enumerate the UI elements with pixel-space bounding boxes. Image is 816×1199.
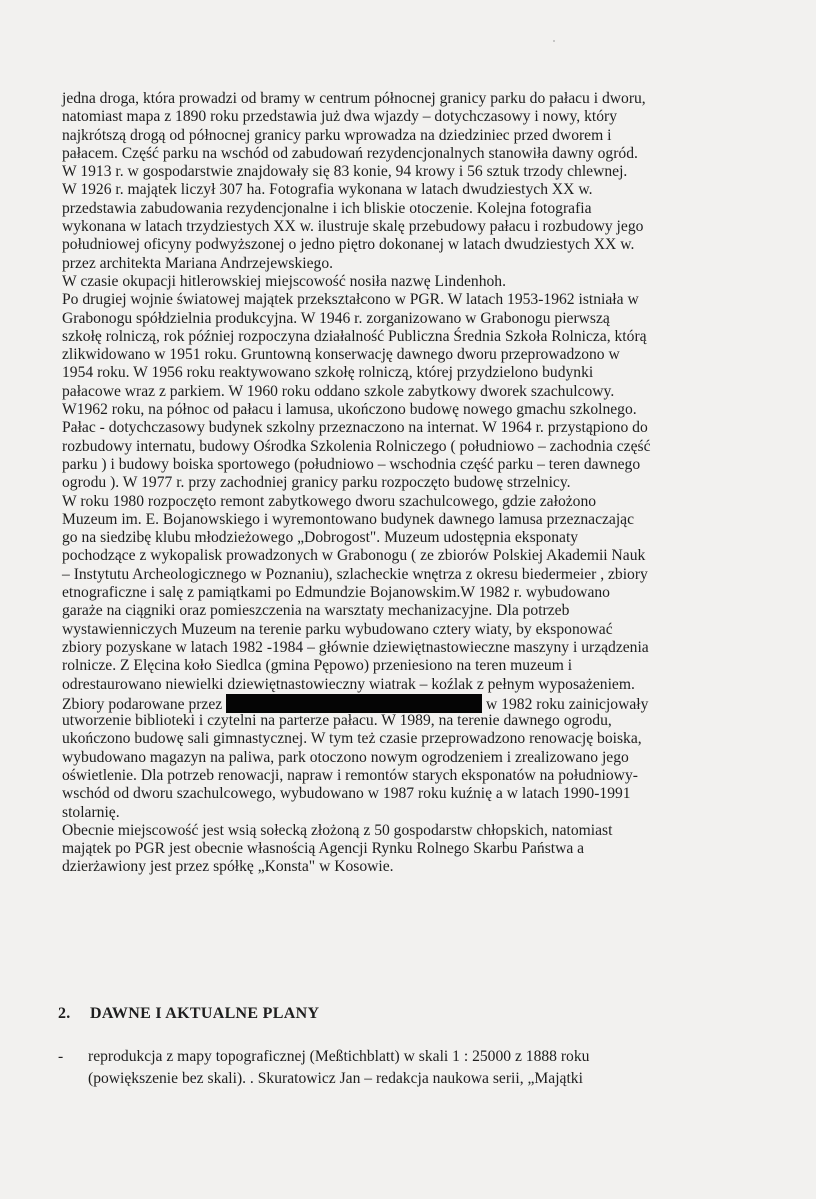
text-line: ogrodu ). W 1977 r. przy zachodniej granicy parku rozpoczęto budowę strzelnicy. bbox=[62, 474, 571, 492]
text-line: pochodzące z wykopalisk prowadzonych w Grabonogu ( ze zbiorów Polskiej Akademii Nauk bbox=[62, 547, 646, 565]
text-line: parku ) i budowy boiska sportowego (południowo – wschodnia część parku – teren dawnego bbox=[62, 455, 641, 473]
text-line: etnograficzne i salę z pamiątkami po Edmundzie Bojanowskim.W 1982 r. wybudowano bbox=[62, 584, 610, 602]
text-line: stolarnię. bbox=[62, 803, 120, 821]
text-after-redaction: w 1982 roku zainicjowały bbox=[486, 695, 649, 713]
section-heading bbox=[58, 1005, 319, 1023]
paper-speck bbox=[553, 40, 555, 42]
text-line: Pałac - dotychczasowy budynek szkolny przeznaczono na internat. W 1964 r. przystąpiono do bbox=[62, 419, 648, 437]
text-line: rozbudowy internatu, budowy Ośrodka Szkolenia Rolniczego ( południowo – zachodnia część bbox=[62, 437, 651, 455]
list-item-line: (powiększenie bez skali). . Skuratowicz Jan – redakcja naukowa serii, „Majątki bbox=[88, 1070, 583, 1087]
text-line: przedstawia zabudowania rezydencjonalne i ich bliskie otoczenie. Kolejna fotografia bbox=[62, 199, 592, 217]
text-line: W roku 1980 rozpoczęto remont zabytkowego dworu szachulcowego, gdzie założono bbox=[62, 492, 597, 510]
text-line: natomiast mapa z 1890 roku przedstawia już dwa wjazdy – dotychczasowy i nowy, który bbox=[62, 108, 618, 126]
text-line: szkołę rolniczą, rok później rozpoczyna działalność Publiczna Średnia Szkoła Rolnicza, którą bbox=[62, 327, 647, 345]
text-line: 1954 roku. W 1956 roku reaktywowano szkołę rolniczą, której przydzielono budynki bbox=[62, 364, 594, 382]
text-line: W 1926 r. majątek liczył 307 ha. Fotografia wykonana w latach dwudziestych XX w. bbox=[62, 181, 593, 199]
text-line: utworzenie biblioteki i czytelni na parterze pałacu. W 1989, na terenie dawnego ogrodu, bbox=[62, 712, 612, 730]
list-item-line: reprodukcja z mapy topograficznej (Meßtichblatt) w skali 1 : 25000 z 1888 roku bbox=[88, 1048, 590, 1065]
text-line: pałacowe wraz z parkiem. W 1960 roku oddano szkole zabytkowy dworek szachulcowy. bbox=[62, 382, 615, 400]
text-line: wykonana w latach trzydziestych XX w. ilustruje skalę przebudowy pałacu i rozbudowy jego bbox=[62, 218, 644, 236]
text-line: najkrótszą drogą od północnej granicy parku wprowadza na dziedziniec przed dworem i bbox=[62, 126, 612, 144]
text-line: majątek po PGR jest obecnie własnością Agencji Rynku Rolnego Skarbu Państwa a bbox=[62, 840, 585, 858]
text-line: oświetlenie. Dla potrzeb renowacji, napraw i remontów starych eksponatów na południowy- bbox=[62, 766, 638, 784]
text-line: Grabonogu spółdzielnia produkcyjna. W 1946 r. zorganizowano w Grabonogu pierwszą bbox=[62, 309, 610, 327]
text-line: rolnicze. Z Elęcina koło Siedlca (gmina Pępowo) przeniesiono na teren muzeum i bbox=[62, 657, 573, 675]
text-line: Po drugiej wojnie światowej majątek przekształcono w PGR. W latach 1953-1962 istniała w bbox=[62, 291, 639, 309]
body-paragraphs bbox=[62, 90, 762, 877]
text-line: ukończono budowę sali gimnastycznej. W tym też czasie przeprowadzono renowację boiska, bbox=[62, 730, 642, 748]
text-line: wybudowano magazyn na paliwa, park otoczono nowym ogrodzeniem i zrealizowano jego bbox=[62, 748, 629, 766]
text-before-redaction: Zbiory podarowane przez bbox=[62, 695, 223, 713]
list-bullet: - bbox=[58, 1048, 64, 1065]
text-line: wschód od dworu szachulcowego, wybudowano w 1987 roku kuźnię a w latach 1990-1991 bbox=[62, 785, 631, 803]
text-line: zlikwidowano w 1951 roku. Gruntowną konserwację dawnego dworu przeprowadzono w bbox=[62, 346, 620, 364]
text-line: W 1913 r. w gospodarstwie znajdowały się 83 konie, 94 krowy i 56 sztuk trzody chlewnej. bbox=[62, 163, 628, 181]
list-item-text bbox=[88, 1046, 778, 1090]
text-line: jedna droga, która prowadzi od bramy w centrum północnej granicy parku do pałacu i dworu, bbox=[62, 90, 646, 107]
text-line: Muzeum im. E. Bojanowskiego i wyremontowano budynek dawnego lamusa przeznaczając bbox=[62, 510, 635, 528]
text-line: dzierżawiony jest przez spółkę „Konsta" w Kosowie. bbox=[62, 858, 394, 876]
text-line: – Instytutu Archeologicznego w Poznaniu), szlacheckie wnętrza z okresu biedermeier , zbiory bbox=[62, 565, 648, 583]
text-line: W1962 roku, na północ od pałacu i lamusa, ukończono budowę nowego gmachu szkolnego. bbox=[62, 401, 637, 419]
section-number: 2. bbox=[58, 1005, 71, 1022]
plans-list bbox=[58, 1046, 778, 1090]
text-line-redacted bbox=[62, 694, 762, 712]
redaction-box bbox=[226, 694, 482, 713]
text-line: go na siedzibę klubu młodzieżowego „Dobrogost". Muzeum udostępnia eksponaty bbox=[62, 529, 579, 547]
text-line: Obecnie miejscowość jest wsią sołecką złożoną z 50 gospodarstw chłopskich, natomiast bbox=[62, 821, 613, 839]
text-line: odrestaurowano niewielki dziewiętnastowieczny wiatrak – koźlak z pełnym wyposażeniem. bbox=[62, 675, 635, 693]
text-line: zbiory pozyskane w latach 1982 -1984 – głównie dziewiętnastowieczne maszyny i urządzenia bbox=[62, 638, 649, 656]
text-line: przez architekta Mariana Andrzejewskiego. bbox=[62, 254, 334, 272]
section-title: DAWNE I AKTUALNE PLANY bbox=[90, 1005, 320, 1022]
text-line: W czasie okupacji hitlerowskiej miejscowość nosiła nazwę Lindenhoh. bbox=[62, 272, 507, 290]
list-item bbox=[58, 1046, 778, 1090]
text-line: garaże na ciągniki oraz pomieszczenia na warsztaty mechanizacyjne. Dla potrzeb bbox=[62, 602, 570, 620]
text-line: południowej oficyny podwyższonej o jedno piętro dokonanej w latach dwudziestych XX w. bbox=[62, 236, 635, 254]
text-line: pałacem. Część parku na wschód od zabudowań rezydencjonalnych stanowiła dawny ogród. bbox=[62, 144, 638, 162]
text-line: wystawienniczych Muzeum na terenie parku wybudowano cztery wiaty, by eksponować bbox=[62, 620, 613, 638]
